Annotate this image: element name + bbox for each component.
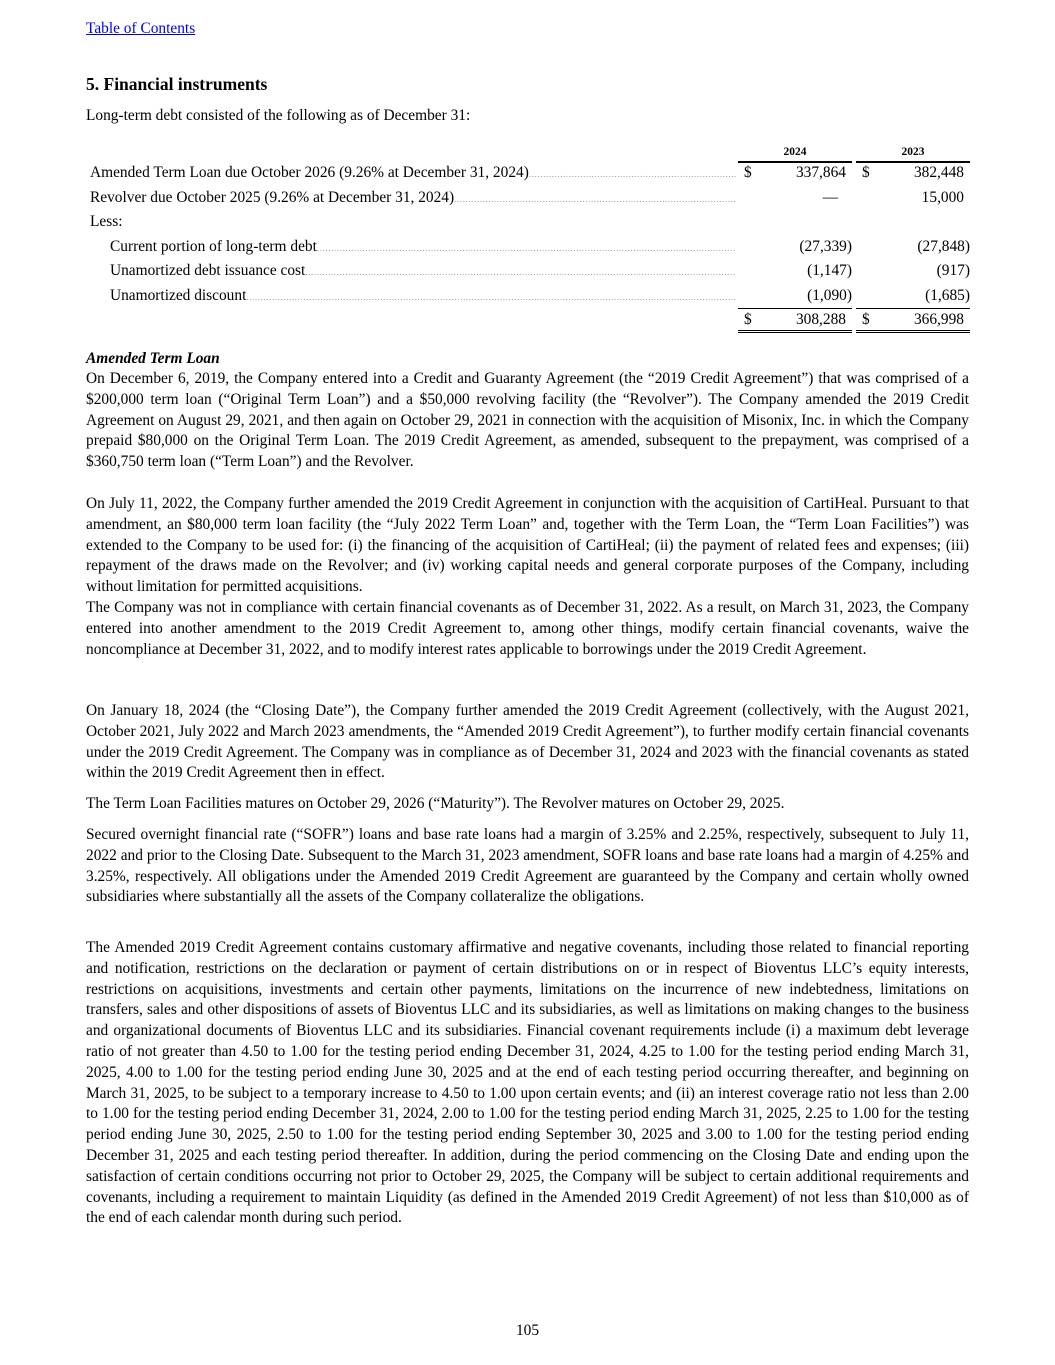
paragraph: Secured overnight financial rate (“SOFR”) loans and base rate loans had a margin of 3.25% and 2.25%, respectively, subsequent to July 11, 2022 and prior to the Closing Date. Subsequent to the March 31, 2023 amendment, SOFR loans and base rate loans had a margin of 4.25% and 3.25%, respectively. All obligations under the Amended 2019 Credit Agreement are guaranteed by the Company and certain wholly owned subsidiaries where substantially all the assets of the Company collateralize the obligations. (86, 826, 969, 906)
row-label: Current portion of long-term debt ..... (110, 235, 736, 261)
row-label: Unamortized debt issuance cost ..... (110, 259, 736, 285)
paragraph: On December 6, 2019, the Company entered into a Credit and Guaranty Agreement (the “2019 Credit Agreement”) that was comprised of a $200,000 term loan (“Original Term Loan”) and a $50,000 revolving facility (the “Revolver”). The Company amended the 2019 Credit Agreement on August 29, 2021, and then again on October 29, 2021 in connection with the acquisition of Misonix, Inc. in which the Company prepaid $80,000 on the Original Term Loan. The 2019 Credit Agreement, as amended, subsequent to the prepayment, was comprised of a $360,750 term loan (“Term Loan”) and the Revolver. (86, 370, 969, 471)
value-2024: (27,339) (799, 237, 852, 255)
row-label: Amended Term Loan due October 2026 (9.26% at December 31, 2024) ..... (90, 161, 736, 187)
currency-symbol: $ (744, 311, 752, 328)
page-number: 105 (515, 1322, 540, 1339)
currency-symbol: $ (744, 164, 752, 181)
currency-symbol: $ (862, 164, 870, 181)
value-2023: (1,685) (925, 286, 970, 304)
paragraph: The Amended 2019 Credit Agreement contains customary affirmative and negative covenants, including those related to financial reporting and notification, restrictions on the declaration or payment of certain distributions on or in respect of Bioventus LLC’s equity interests, restrictions on acquisitions, investments and certain other payments, limitations on the incurrence of new indebtedness, limitations on transfers, sales and other dispositions of assets of Bioventus LLC and its subsidiaries, as well as limitations on making changes to the business and organizational documents of Bioventus LLC and its subsidiaries. Financial covenant requirements include (i) a maximum debt leverage ratio of not greater than 4.50 to 1.00 for the testing period ending December 31, 2024, 4.25 to 1.00 for the testing period ending March 31, 2025, 4.00 to 1.00 for the testing period ending June 30, 2025 and at the end of each testing period occurring thereafter, and beginning on March 31, 2025, to be subject to a temporary increase to 4.50 to 1.00 upon certain events; and (ii) an interest coverage ratio not less than 2.00 to 1.00 for the testing period ending December 31, 2024, 2.00 to 1.00 for the testing period ending March 31, 2025, 2.25 to 1.00 for the testing period ending June 30, 2025, 2.50 to 1.00 for the testing period ending September 30, 2025 and 3.00 to 1.00 for the testing period ending December 31, 2025 and each testing period thereafter. In addition, during the period commencing on the Closing Date and ending upon the satisfaction of certain conditions occurring not prior to October 29, 2025, the Company will be subject to certain additional requirements and covenants, including a requirement to maintain Liquidity (as defined in the Amended 2019 Credit Agreement) of not less than $10,000 as of the end of each calendar month during such period. (86, 939, 969, 1227)
subsection-heading: Amended Term Loan (86, 350, 220, 367)
value-2023: 382,448 (913, 164, 964, 181)
row-label: Revolver due October 2025 (9.26% at December 31, 2024) ..... (90, 186, 736, 212)
table-row (86, 210, 970, 235)
table-header-row (86, 143, 970, 161)
value-2024: — (822, 188, 838, 206)
table-total-row (86, 308, 970, 334)
total-2023: 366,998 (913, 311, 964, 328)
value-2024: 337,864 (795, 164, 846, 181)
table-row (86, 161, 970, 186)
value-2024: (1,147) (807, 262, 852, 279)
row-label: Less: (90, 213, 123, 230)
paragraph: The Term Loan Facilities matures on October 29, 2026 (“Maturity”). The Revolver matures on October 29, 2025. (86, 795, 785, 812)
total-2024: 308,288 (795, 311, 846, 328)
long-term-debt-table (86, 143, 970, 334)
intro-text: Long-term debt consisted of the following as of December 31: (86, 107, 471, 124)
value-2023: 15,000 (921, 188, 964, 206)
value-2023: (27,848) (917, 237, 970, 255)
paragraph: On July 11, 2022, the Company further amended the 2019 Credit Agreement in conjunction with the acquisition of CartiHeal. Pursuant to that amendment, an $80,000 term loan facility (the “July 2022 Term Loan” and, together with the Term Loan, the “Term Loan Facilities”) was extended to the Company to be used for: (i) the financing of the acquisition of CartiHeal; (ii) the payment of related fees and expenses; (iii) repayment of the draws made on the Revolver; and (iv) working capital needs and general corporate purposes of the Company, including without limitation for permitted acquisitions. (86, 495, 969, 596)
section-title: 5. Financial instruments (86, 74, 268, 94)
table-row (86, 186, 970, 211)
table-row (86, 259, 970, 284)
table-of-contents-link[interactable]: Table of Contents (86, 20, 196, 37)
value-2023: (917) (936, 262, 970, 279)
value-2024: (1,090) (807, 286, 852, 304)
column-header-2024: 2024 (738, 143, 852, 163)
currency-symbol: $ (862, 311, 870, 328)
table-row (86, 235, 970, 260)
column-header-2023: 2023 (856, 143, 970, 163)
table-row (86, 284, 970, 309)
paragraph: On January 18, 2024 (the “Closing Date”), the Company further amended the 2019 Credit Agreement (collectively, with the August 2021, October 2021, July 2022 and March 2023 amendments, the “Amended 2019 Credit Agreement”), to further modify certain financial covenants under the 2019 Credit Agreement. The Company was in compliance as of December 31, 2024 and 2023 with the financial covenants as stated within the 2019 Credit Agreement then in effect. (86, 702, 969, 782)
paragraph: The Company was not in compliance with certain financial covenants as of December 31, 2022. As a result, on March 31, 2023, the Company entered into another amendment to the 2019 Credit Agreement to, among other things, modify certain financial covenants, waive the noncompliance at December 31, 2022, and to modify interest rates applicable to borrowings under the 2019 Credit Agreement. (86, 599, 969, 658)
row-label: Unamortized discount ..... (110, 284, 736, 310)
